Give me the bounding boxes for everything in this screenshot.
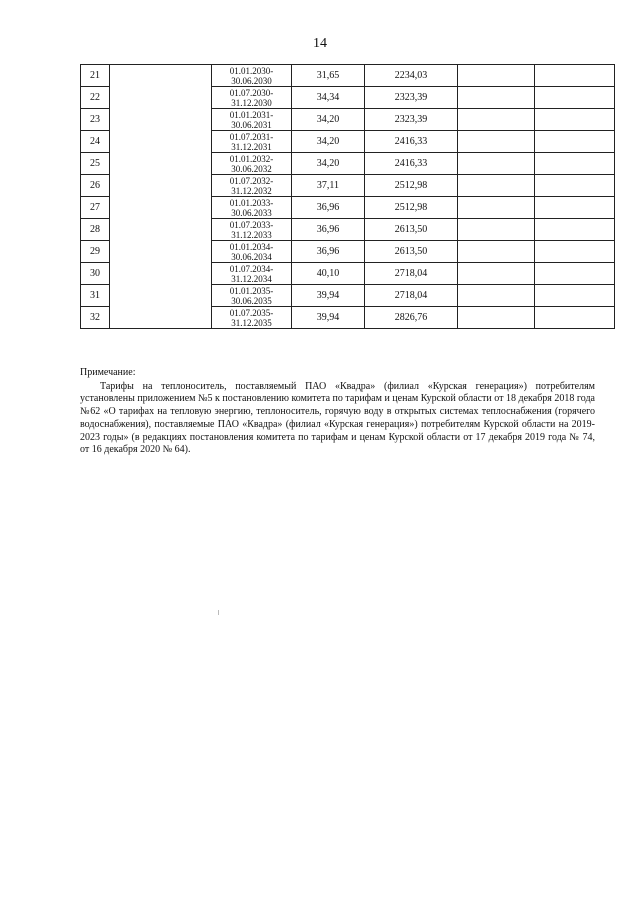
period-cell <box>212 131 292 153</box>
tariff-value-cell: 36,96 <box>292 241 365 263</box>
row-number-cell: 28 <box>81 219 110 241</box>
tariff-value-cell: 2416,33 <box>365 153 458 175</box>
period-cell <box>212 241 292 263</box>
row-number-cell: 24 <box>81 131 110 153</box>
tariff-value-cell: 34,20 <box>292 153 365 175</box>
period-start: 01.01.2033- <box>229 197 274 208</box>
empty-cell <box>535 131 615 153</box>
tariff-value-cell: 2234,03 <box>365 65 458 87</box>
tariff-table <box>80 64 615 329</box>
empty-cell <box>458 307 535 329</box>
tariff-value-cell: 34,34 <box>292 87 365 109</box>
period-start: 01.01.2032- <box>229 153 274 164</box>
row-number-cell: 26 <box>81 175 110 197</box>
empty-cell <box>458 131 535 153</box>
tariff-value-cell: 2416,33 <box>365 131 458 153</box>
period-cell <box>212 87 292 109</box>
period-start: 01.01.2034- <box>229 241 274 252</box>
tariff-value-cell: 36,96 <box>292 219 365 241</box>
row-number-cell: 32 <box>81 307 110 329</box>
period-end: 31.12.2034 <box>231 273 272 284</box>
tariff-value-cell: 34,20 <box>292 109 365 131</box>
period-cell <box>212 219 292 241</box>
scan-mark <box>218 610 219 615</box>
empty-cell <box>535 65 615 87</box>
tariff-value-cell: 2718,04 <box>365 285 458 307</box>
period-cell <box>212 153 292 175</box>
row-number-cell: 23 <box>81 109 110 131</box>
tariff-value-cell: 2323,39 <box>365 109 458 131</box>
period-start: 01.07.2033- <box>229 219 274 230</box>
tariff-value-cell: 2613,50 <box>365 219 458 241</box>
period-cell <box>212 285 292 307</box>
empty-cell <box>458 263 535 285</box>
note-title: Примечание: <box>80 367 136 378</box>
row-number-cell: 22 <box>81 87 110 109</box>
period-end: 31.12.2031 <box>231 141 272 152</box>
note-text: Тарифы на теплоноситель, поставляемый ПАО «Квадра» (филиал «Курская генерация») потребителям установлены приложением №5 к постановлению комитета по тарифам и ценам Курской области от 18 декабря 2018 года №62 «О тарифах на тепловую энергию, теплоноситель, горячую воду в открытых системах теплоснабжения (горячего водоснабжения), поставляемые ПАО «Квадра» (филиал «Курская генерация») потребителям Курской области на 2019-2023 годы» (в редакциях постановления комитета по тарифам и ценам Курской области от 17 декабря 2019 года № 74, от 16 декабря 2020 № 64). <box>80 380 595 456</box>
empty-cell <box>535 197 615 219</box>
period-cell <box>212 65 292 87</box>
row-number-cell: 21 <box>81 65 110 87</box>
tariff-value-cell: 2512,98 <box>365 197 458 219</box>
empty-cell <box>458 109 535 131</box>
empty-cell <box>458 65 535 87</box>
period-end: 30.06.2034 <box>231 251 272 262</box>
tariff-value-cell: 31,65 <box>292 65 365 87</box>
period-end: 30.06.2031 <box>231 119 272 130</box>
period-end: 31.12.2035 <box>231 317 272 328</box>
period-start: 01.07.2035- <box>229 307 274 318</box>
period-start: 01.07.2031- <box>229 131 274 142</box>
row-number-cell: 27 <box>81 197 110 219</box>
period-end: 30.06.2030 <box>231 75 272 86</box>
period-cell <box>212 109 292 131</box>
tariff-value-cell: 39,94 <box>292 307 365 329</box>
period-start: 01.07.2032- <box>229 175 274 186</box>
period-start: 01.07.2030- <box>229 87 274 98</box>
note-section <box>80 367 595 457</box>
row-number-cell: 31 <box>81 285 110 307</box>
tariff-table-body <box>81 65 615 329</box>
tariff-value-cell: 2718,04 <box>365 263 458 285</box>
empty-cell <box>535 153 615 175</box>
period-cell <box>212 197 292 219</box>
period-end: 31.12.2033 <box>231 229 272 240</box>
period-start: 01.01.2031- <box>229 109 274 120</box>
tariff-value-cell: 2512,98 <box>365 175 458 197</box>
period-end: 30.06.2035 <box>231 295 272 306</box>
row-number-cell: 25 <box>81 153 110 175</box>
empty-cell <box>535 175 615 197</box>
period-start: 01.01.2030- <box>229 65 274 76</box>
empty-cell <box>458 285 535 307</box>
empty-cell <box>535 219 615 241</box>
table-row <box>81 65 615 87</box>
period-cell <box>212 307 292 329</box>
period-end: 31.12.2032 <box>231 185 272 196</box>
empty-cell <box>535 109 615 131</box>
tariff-value-cell: 2613,50 <box>365 241 458 263</box>
tariff-value-cell: 36,96 <box>292 197 365 219</box>
tariff-value-cell: 2826,76 <box>365 307 458 329</box>
page-number: 14 <box>313 36 327 51</box>
row-number-cell: 29 <box>81 241 110 263</box>
empty-cell <box>535 241 615 263</box>
empty-cell <box>458 87 535 109</box>
row-number-cell: 30 <box>81 263 110 285</box>
period-end: 31.12.2030 <box>231 97 272 108</box>
empty-cell <box>535 285 615 307</box>
empty-cell <box>458 197 535 219</box>
period-start: 01.07.2034- <box>229 263 274 274</box>
period-start: 01.01.2035- <box>229 285 274 296</box>
empty-cell <box>535 87 615 109</box>
tariff-value-cell: 2323,39 <box>365 87 458 109</box>
merged-name-cell <box>110 65 212 329</box>
tariff-value-cell: 39,94 <box>292 285 365 307</box>
empty-cell <box>535 263 615 285</box>
period-end: 30.06.2033 <box>231 207 272 218</box>
empty-cell <box>458 219 535 241</box>
tariff-value-cell: 40,10 <box>292 263 365 285</box>
empty-cell <box>458 153 535 175</box>
tariff-value-cell: 34,20 <box>292 131 365 153</box>
tariff-value-cell: 37,11 <box>292 175 365 197</box>
empty-cell <box>535 307 615 329</box>
empty-cell <box>458 175 535 197</box>
period-cell <box>212 263 292 285</box>
empty-cell <box>458 241 535 263</box>
period-cell <box>212 175 292 197</box>
period-end: 30.06.2032 <box>231 163 272 174</box>
